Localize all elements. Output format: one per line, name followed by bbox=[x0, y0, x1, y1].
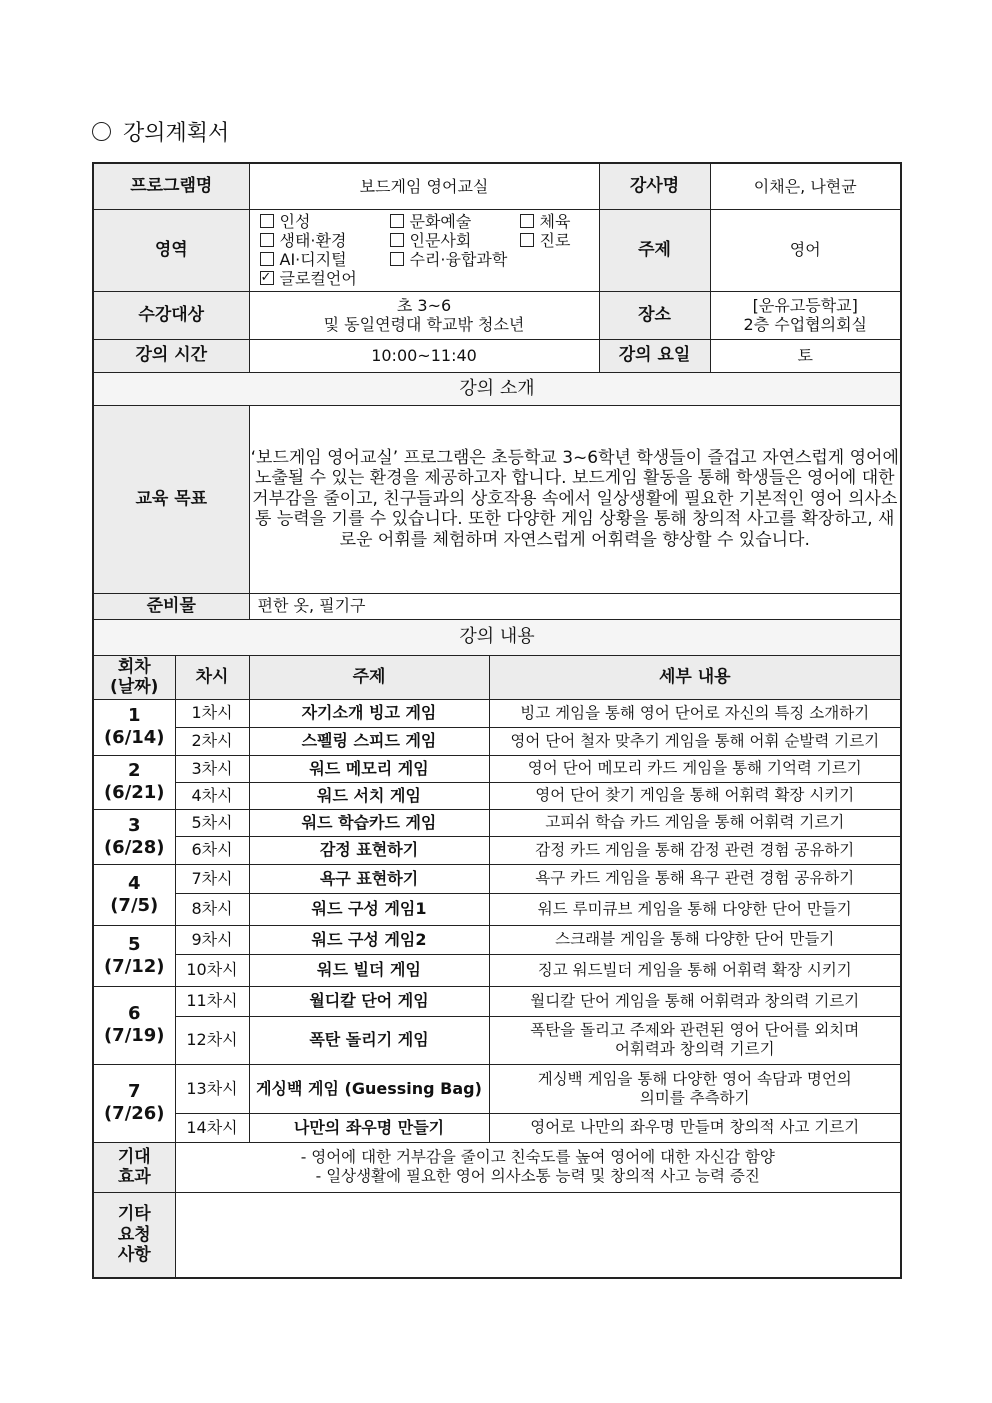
day-label: 강의 요일 bbox=[599, 339, 710, 372]
checkbox-icon bbox=[260, 214, 274, 228]
target-row bbox=[93, 291, 901, 339]
checkbox-icon bbox=[260, 252, 274, 266]
table-row bbox=[93, 727, 901, 755]
requests-value bbox=[175, 1192, 901, 1278]
effects-row bbox=[93, 1142, 901, 1192]
topic-cell: 워드 학습카드 게임 bbox=[249, 809, 489, 836]
detail-line: 게싱백 게임을 통해 다양한 영어 속담과 명언의 bbox=[537, 1069, 852, 1088]
detail-cell: 고피쉬 학습 카드 게임을 통해 어휘력 기르기 bbox=[489, 809, 901, 836]
instructor-value: 이채은, 나현균 bbox=[710, 163, 901, 209]
table-row bbox=[93, 1016, 901, 1064]
area-checkbox-item: 체육 bbox=[520, 212, 630, 231]
place-label: 장소 bbox=[599, 291, 710, 339]
area-row bbox=[93, 209, 901, 291]
table-row bbox=[93, 864, 901, 893]
content-section-row bbox=[93, 619, 901, 655]
requests-row bbox=[93, 1192, 901, 1278]
intro-section-title: 강의 소개 bbox=[93, 372, 901, 405]
checkbox-checked-icon bbox=[260, 271, 274, 285]
session-number: 2 bbox=[127, 760, 141, 782]
class-cell: 8차시 bbox=[175, 893, 249, 925]
session-cell bbox=[93, 864, 175, 925]
col-session-header bbox=[93, 655, 175, 699]
session-cell bbox=[93, 809, 175, 864]
detail-cell bbox=[489, 1064, 901, 1113]
session-number: 7 bbox=[127, 1081, 141, 1103]
topic-cell: 욕구 표현하기 bbox=[249, 864, 489, 893]
topic-cell: 워드 구성 게임1 bbox=[249, 893, 489, 925]
topic-cell: 감정 표현하기 bbox=[249, 836, 489, 864]
class-cell: 6차시 bbox=[175, 836, 249, 864]
topic-cell: 자기소개 빙고 게임 bbox=[249, 699, 489, 727]
topic-cell: 게싱백 게임 (Guessing Bag) bbox=[249, 1064, 489, 1113]
materials-row bbox=[93, 593, 901, 619]
materials-label: 준비물 bbox=[93, 593, 249, 619]
topic-cell: 스펠링 스피드 게임 bbox=[249, 727, 489, 755]
table-row bbox=[93, 1113, 901, 1142]
table-row bbox=[93, 925, 901, 954]
detail-line: 의미를 추측하기 bbox=[639, 1088, 750, 1107]
class-cell: 1차시 bbox=[175, 699, 249, 727]
session-date: (6/14) bbox=[103, 727, 165, 748]
table-row bbox=[93, 809, 901, 836]
detail-cell: 욕구 카드 게임을 통해 욕구 관련 경험 공유하기 bbox=[489, 864, 901, 893]
class-cell: 11차시 bbox=[175, 986, 249, 1016]
document-title: 강의계획서 bbox=[123, 121, 230, 146]
checkbox-icon bbox=[390, 233, 404, 247]
area-checkbox-item: 수리·융합과학 bbox=[390, 250, 630, 269]
topic-cell: 워드 메모리 게임 bbox=[249, 755, 489, 782]
topic-cell: 워드 빌더 게임 bbox=[249, 954, 489, 986]
col-session-line: (날짜) bbox=[110, 677, 159, 697]
effects-label bbox=[93, 1142, 175, 1192]
program-value: 보드게임 영어교실 bbox=[249, 163, 599, 209]
session-number: 5 bbox=[127, 933, 141, 955]
area-checkbox-item: 생태·환경 bbox=[260, 231, 390, 250]
goal-label: 교육 목표 bbox=[93, 405, 249, 593]
requests-label-line: 사항 bbox=[117, 1244, 151, 1265]
checkbox-icon bbox=[520, 233, 534, 247]
detail-cell: 빙고 게임을 통해 영어 단어로 자신의 특징 소개하기 bbox=[489, 699, 901, 727]
class-cell: 14차시 bbox=[175, 1113, 249, 1142]
place-value bbox=[710, 291, 901, 339]
detail-cell: 영어 단어 찾기 게임을 통해 어휘력 확장 시키기 bbox=[489, 782, 901, 809]
program-label: 프로그램명 bbox=[93, 163, 249, 209]
detail-line: 어휘력과 창의력 기르기 bbox=[614, 1040, 775, 1058]
detail-cell: 감정 카드 게임을 통해 감정 관련 경험 공유하기 bbox=[489, 836, 901, 864]
session-number: 4 bbox=[127, 872, 141, 894]
target-label: 수강대상 bbox=[93, 291, 249, 339]
topic-cell: 워드 구성 게임2 bbox=[249, 925, 489, 954]
session-date: (7/5) bbox=[110, 894, 159, 916]
class-cell: 12차시 bbox=[175, 1016, 249, 1064]
checkbox-icon bbox=[390, 252, 404, 266]
topic-cell: 월디칼 단어 게임 bbox=[249, 986, 489, 1016]
table-row bbox=[93, 836, 901, 864]
effects-list bbox=[175, 1142, 901, 1192]
program-row bbox=[93, 163, 901, 209]
place-line: [운유고등학교] bbox=[752, 295, 858, 315]
table-row bbox=[93, 699, 901, 727]
topic-cell: 워드 서치 게임 bbox=[249, 782, 489, 809]
class-cell: 4차시 bbox=[175, 782, 249, 809]
session-cell bbox=[93, 986, 175, 1064]
time-label: 강의 시간 bbox=[93, 339, 249, 372]
area-checkbox-item: 인문사회 bbox=[390, 231, 520, 250]
detail-cell: 영어 단어 메모리 카드 게임을 통해 기억력 기르기 bbox=[489, 755, 901, 782]
target-value bbox=[249, 291, 599, 339]
class-cell: 9차시 bbox=[175, 925, 249, 954]
checkbox-icon bbox=[520, 214, 534, 228]
time-row bbox=[93, 339, 901, 372]
session-date: (6/21) bbox=[103, 782, 165, 803]
day-value: 토 bbox=[710, 339, 901, 372]
detail-cell: 월디칼 단어 게임을 통해 어휘력과 창의력 기르기 bbox=[489, 986, 901, 1016]
session-date: (6/28) bbox=[103, 836, 165, 858]
session-date: (7/26) bbox=[103, 1103, 165, 1124]
target-line: 및 동일연령대 학교밖 청소년 bbox=[323, 315, 525, 334]
class-cell: 5차시 bbox=[175, 809, 249, 836]
table-row bbox=[93, 782, 901, 809]
session-number: 3 bbox=[127, 814, 141, 836]
session-number: 1 bbox=[127, 705, 141, 727]
class-cell: 2차시 bbox=[175, 727, 249, 755]
area-checkbox-item: 인성 bbox=[260, 212, 390, 231]
table-row bbox=[93, 1064, 901, 1113]
col-detail-header: 세부 내용 bbox=[489, 655, 901, 699]
col-topic-header: 주제 bbox=[249, 655, 489, 699]
class-cell: 10차시 bbox=[175, 954, 249, 986]
content-header-row bbox=[93, 655, 901, 699]
topic-cell: 폭탄 돌리기 게임 bbox=[249, 1016, 489, 1064]
detail-cell: 징고 워드빌더 게임을 통해 어휘력 확장 시키기 bbox=[489, 954, 901, 986]
class-cell: 13차시 bbox=[175, 1064, 249, 1113]
instructor-label: 강사명 bbox=[599, 163, 710, 209]
detail-cell: 영어로 나만의 좌우명 만들며 창의적 사고 기르기 bbox=[489, 1113, 901, 1142]
session-date: (7/19) bbox=[103, 1025, 165, 1046]
requests-label-line: 기타 bbox=[117, 1204, 151, 1225]
checkbox-icon bbox=[260, 233, 274, 247]
table-row bbox=[93, 755, 901, 782]
area-checkbox-item-checked: ✓글로컬언어 bbox=[260, 269, 630, 288]
effects-label-line: 기대 bbox=[117, 1146, 151, 1167]
detail-cell bbox=[489, 1016, 901, 1064]
class-cell: 7차시 bbox=[175, 864, 249, 893]
lecture-plan-table bbox=[92, 162, 902, 1279]
subject-value: 영어 bbox=[710, 209, 901, 291]
detail-cell: 스크래블 게임을 통해 다양한 단어 만들기 bbox=[489, 925, 901, 954]
session-cell bbox=[93, 755, 175, 809]
session-number: 6 bbox=[127, 1003, 141, 1025]
requests-label-line: 요청 bbox=[117, 1224, 151, 1245]
subject-label: 주제 bbox=[599, 209, 710, 291]
area-checklist bbox=[249, 209, 599, 291]
detail-cell: 워드 루미큐브 게임을 통해 다양한 단어 만들기 bbox=[489, 893, 901, 925]
goal-row bbox=[93, 405, 901, 593]
area-checkbox-item: AI·디지털 bbox=[260, 250, 390, 269]
detail-line: 폭탄을 돌리고 주제와 관련된 영어 단어를 외치며 bbox=[530, 1021, 860, 1040]
session-cell bbox=[93, 925, 175, 986]
table-row bbox=[93, 893, 901, 925]
requests-label bbox=[93, 1192, 175, 1278]
session-cell bbox=[93, 1064, 175, 1142]
class-cell: 3차시 bbox=[175, 755, 249, 782]
effects-item: - 일상생활에 필요한 영어 의사소통 능력 및 창의적 사고 능력 증진 bbox=[315, 1167, 760, 1185]
content-section-title: 강의 내용 bbox=[93, 619, 901, 655]
effects-item: - 영어에 대한 거부감을 줄이고 친숙도를 높여 영어에 대한 자신감 함양 bbox=[300, 1148, 775, 1167]
detail-cell: 영어 단어 철자 맞추기 게임을 통해 어휘 순발력 기르기 bbox=[489, 727, 901, 755]
session-cell bbox=[93, 699, 175, 755]
circle-bullet-icon bbox=[92, 122, 111, 141]
checkbox-icon bbox=[390, 214, 404, 228]
area-label: 영역 bbox=[93, 209, 249, 291]
document-heading bbox=[92, 116, 229, 147]
table-row bbox=[93, 954, 901, 986]
area-checkbox-item: 문화예술 bbox=[390, 212, 520, 231]
col-session-line: 회차 bbox=[117, 656, 151, 677]
area-checkbox-item: 진로 bbox=[520, 231, 630, 250]
session-date: (7/12) bbox=[103, 955, 165, 977]
topic-cell: 나만의 좌우명 만들기 bbox=[249, 1113, 489, 1142]
place-line: 2층 수업협의회실 bbox=[743, 315, 867, 334]
time-value: 10:00~11:40 bbox=[249, 339, 599, 372]
effects-label-line: 효과 bbox=[117, 1167, 151, 1187]
col-class-header: 차시 bbox=[175, 655, 249, 699]
table-row bbox=[93, 986, 901, 1016]
intro-section-row bbox=[93, 372, 901, 405]
materials-value: 편한 옷, 필기구 bbox=[249, 593, 901, 619]
goal-text: ‘보드게임 영어교실’ 프로그램은 초등학교 3~6학년 학생들이 즐겁고 자연스럽게 영어에 노출될 수 있는 환경을 제공하고자 합니다. 보드게임 활동을 통해 학생들은 영어에 대한 거부감을 줄이고, 친구들과의 상호작용 속에서 일상생활에 필요한 기본적인 영어 의사소통 능력을 기를 수 있습니다. 또한 다양한 게임 상황을 통해 창의적 사고를 확장하고, 새로운 어휘를 체험하며 자연스럽게 어휘력을 향상할 수 있습니다. bbox=[249, 405, 901, 593]
target-line: 초 3~6 bbox=[396, 295, 452, 315]
